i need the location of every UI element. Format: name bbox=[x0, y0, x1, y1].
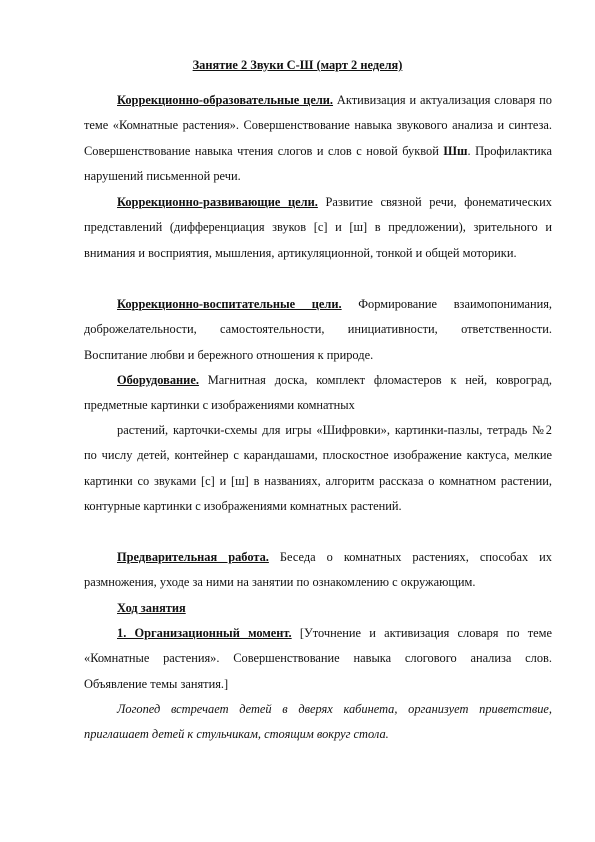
paragraph-equipment: Оборудование. Магнитная доска, комплект фломастеров к ней, ковроград, предметные картинки с изображениями комнатных bbox=[84, 373, 552, 413]
label-equipment: Оборудование. bbox=[117, 373, 199, 387]
paragraph-upbringing-goals: Коррекционно-воспитательные цели. Формирование взаимопонимания, доброжелательности, самостоятельности, инициативности, ответственности. Воспитание любви и бережного отношения к природе. bbox=[84, 297, 553, 362]
paragraph-organizational-moment: 1. Организационный момент. [Уточнение и активизация словаря по теме «Комнатные растения». Совершенствование навыка слогового анализа слов. Объявление темы занятия.] bbox=[84, 626, 552, 691]
label-upbringing-goals: Коррекционно-воспитательные цели. bbox=[117, 297, 342, 311]
paragraph-preliminary-work: Предварительная работа. Беседа о комнатных растениях, способах их размножения, уходе за ними на занятии по ознакомлению с окружающим. bbox=[84, 550, 552, 590]
label-educational-goals: Коррекционно-образовательные цели. bbox=[117, 93, 334, 107]
paragraph-educational-goals: Коррекционно-образовательные цели. Активизация и актуализация словаря по теме «Комнатные растения». Совершенствование навыка звукового анализа и синтеза. Совершенствование навыка чтения слогов и слов с новой буквой Шш. Профилактика нарушений письменной речи. bbox=[84, 93, 552, 184]
label-preliminary-work: Предварительная работа. bbox=[117, 550, 269, 564]
page-title: Занятие 2 Звуки С-Ш (март 2 неделя) bbox=[192, 58, 403, 72]
paragraph-equipment-continued: растений, карточки-схемы для игры «Шифровки», картинки-пазлы, тетрадь №2 по числу детей, контейнер с карандашами, плоскостное изображение кактуса, мелкие картинки со звуками [с] и [ш] в названиях, алгоритм рассказа о комнатном растении, контурные картинки с изображениями комнатных растений. bbox=[84, 423, 552, 514]
label-developmental-goals: Коррекционно-развивающие цели. bbox=[117, 195, 318, 209]
label-organizational-moment: 1. Организационный момент. bbox=[117, 626, 292, 640]
paragraph-teacher-action: Логопед встречает детей в дверях кабинета, организует приветствие, приглашает детей к стульчикам, стоящим вокруг стола. bbox=[84, 702, 552, 742]
paragraph-developmental-goals: Коррекционно-развивающие цели. Развитие связной речи, фонематических представлений (дифференциация звуков [с] и [ш] в предложении), зрительного и внимания и восприятия, мышления, артикуляционной, тонкой и общей моторики. bbox=[84, 195, 552, 260]
section-heading-lesson-course: Ход занятия bbox=[117, 601, 186, 615]
